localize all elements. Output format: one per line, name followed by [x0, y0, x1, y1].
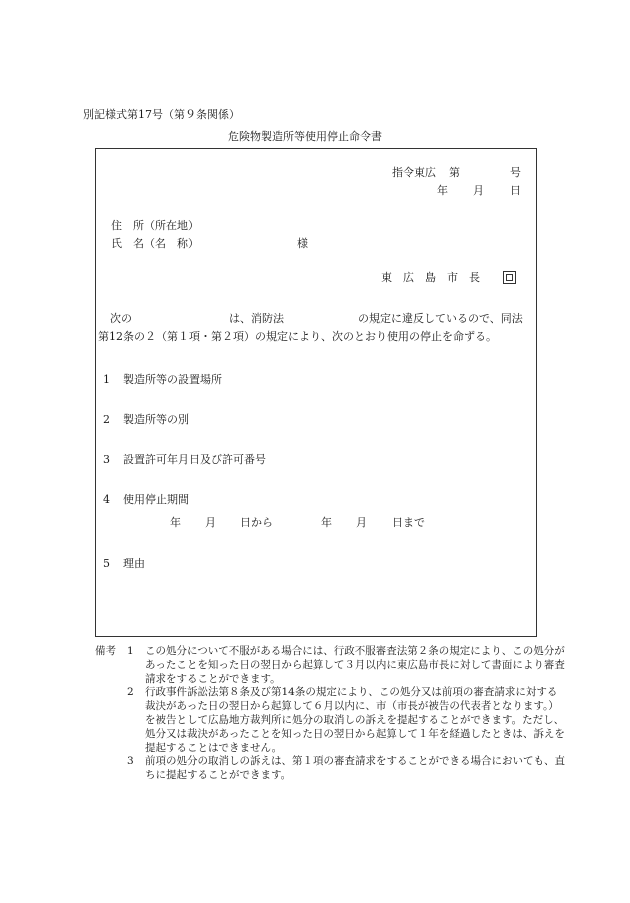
remarks: [95, 645, 565, 783]
address-label: 住 所（所在地）: [111, 219, 199, 232]
item-4-label: 使用停止期間: [123, 493, 189, 506]
item-1-num: 1: [103, 373, 110, 386]
remark-num: 1: [127, 645, 134, 657]
doc-number-dai: 第: [449, 166, 460, 179]
honorific: 様: [297, 237, 308, 250]
remark-text: 前項の処分の取消しの訴えは、第１項の審査請求をすることができる場合においても、直ちに提起することができます。: [145, 755, 565, 782]
seal-icon: [503, 271, 516, 284]
body-ha: は、消防法: [229, 312, 284, 325]
item-2-num: 2: [103, 413, 110, 426]
remark-num: 2: [127, 686, 134, 699]
official-seal: [503, 271, 516, 284]
remarks-label: 備考: [95, 645, 116, 657]
remark-item: [95, 755, 565, 783]
period-from: 日から: [240, 516, 273, 529]
remark-num: 3: [127, 755, 134, 768]
document-title: 危険物製造所等使用停止命令書: [228, 130, 382, 143]
body-line2: 第12条の２（第１項・第２項）の規定により、次のとおり使用の停止を命ずる。: [98, 330, 497, 343]
item-4-num: 4: [103, 493, 110, 506]
name-label: 氏 名（名 称）: [111, 237, 199, 250]
issuer: 東 広 島 市 長: [381, 271, 480, 284]
doc-number-go: 号: [510, 166, 521, 179]
date-day: 日: [510, 184, 521, 197]
period-month-1: 月: [205, 516, 216, 529]
body-next: 次の: [110, 312, 132, 325]
period-year-1: 年: [170, 516, 181, 529]
period-month-2: 月: [356, 516, 367, 529]
doc-number-prefix: 指令東広: [392, 166, 436, 179]
form-number: 別記様式第17号（第９条関係）: [83, 108, 240, 121]
period-year-2: 年: [321, 516, 332, 529]
date-year: 年: [437, 184, 448, 197]
remark-text: この処分について不服がある場合には、行政不服審査法第２条の規定により、この処分があったことを知った日の翌日から起算して３月以内に東広島市長に対して書面により審査請求をすることができます。: [145, 645, 565, 685]
item-5-label: 理由: [123, 557, 145, 570]
period-to: 日まで: [392, 516, 425, 529]
item-2-label: 製造所等の別: [123, 413, 189, 426]
remark-text: 行政事件訴訟法第８条及び第14条の規定により、この処分又は前項の審査請求に対する裁決があった日の翌日から起算して６月以内に、市（市長が被告の代表者となります。）を被告として広島地方裁判所に処分の取消しの訴えを提起することができます。ただし、処分又は裁決があったことを知った日の翌日から起算して１年を経過したときは、訴えを提起することはできません。: [145, 686, 565, 754]
item-3-label: 設置許可年月日及び許可番号: [123, 453, 266, 466]
item-3-num: 3: [103, 453, 110, 466]
date-month: 月: [473, 184, 484, 197]
remark-item: [95, 645, 565, 686]
body-violation: の規定に違反しているので、同法: [358, 312, 523, 325]
remark-item: [95, 686, 565, 755]
item-1-label: 製造所等の設置場所: [123, 373, 222, 386]
item-5-num: 5: [103, 557, 110, 570]
